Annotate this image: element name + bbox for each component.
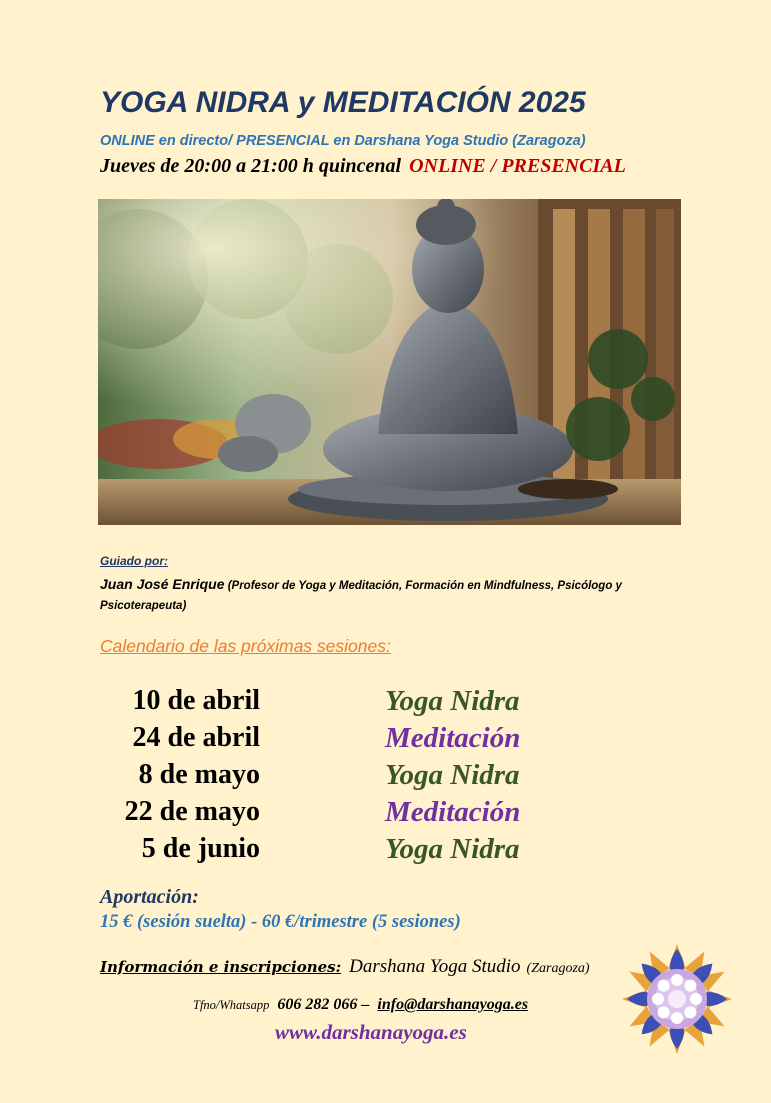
schedule-time: Jueves de 20:00 a 21:00 h quincenal [100,155,402,177]
info-label: Información e inscripciones: [100,958,342,976]
session-type: Yoga Nidra [385,759,520,791]
session-date: 10 de abril [132,685,260,716]
guide-credentials: (Profesor de Yoga y Meditación, Formación en Mindfulness, Psicólogo y Psicoterapeuta) [100,580,622,612]
phone-line [193,996,528,1014]
session-type: Yoga Nidra [385,833,520,865]
studio-city: (Zaragoza) [526,961,590,976]
session-row [100,796,580,833]
session-type: Yoga Nidra [385,685,520,717]
lotus-mandala-icon [620,942,734,1056]
session-date: 22 de mayo [124,796,260,827]
schedule-mode: ONLINE / PRESENCIAL [409,155,626,177]
calendar-heading: Calendario de las próximas sesiones: [100,636,391,656]
phone-label: Tfno/Whatsapp [193,998,270,1012]
session-date: 8 de mayo [138,759,260,790]
contribution-value: 15 € (sesión suelta) - 60 €/trimestre (5 sesiones) [100,912,461,932]
session-row [100,759,580,796]
session-row [100,833,580,870]
schedule-line [100,155,626,178]
phone-number[interactable]: 606 282 066 [277,996,358,1013]
guide-name: Juan José Enrique [100,576,225,592]
session-type: Meditación [385,722,521,754]
buddha-statue-photo [98,199,681,525]
session-row [100,685,580,722]
contribution-label: Aportación: [100,886,199,908]
session-type: Meditación [385,796,521,828]
guide-info [100,574,680,616]
guided-by-label: Guiado por: [100,554,168,568]
separator: – [361,996,370,1013]
page-title: YOGA NIDRA y MEDITACIÓN 2025 [100,86,586,119]
subtitle: ONLINE en directo/ PRESENCIAL en Darshana Yoga Studio (Zaragoza) [100,133,586,149]
email-link[interactable]: info@darshanayoga.es [377,996,529,1013]
session-row [100,722,580,759]
session-date: 5 de junio [141,833,260,864]
studio-name: Darshana Yoga Studio [349,956,521,977]
info-line [100,956,590,978]
session-date: 24 de abril [132,722,260,753]
website-link[interactable]: www.darshanayoga.es [275,1020,467,1044]
